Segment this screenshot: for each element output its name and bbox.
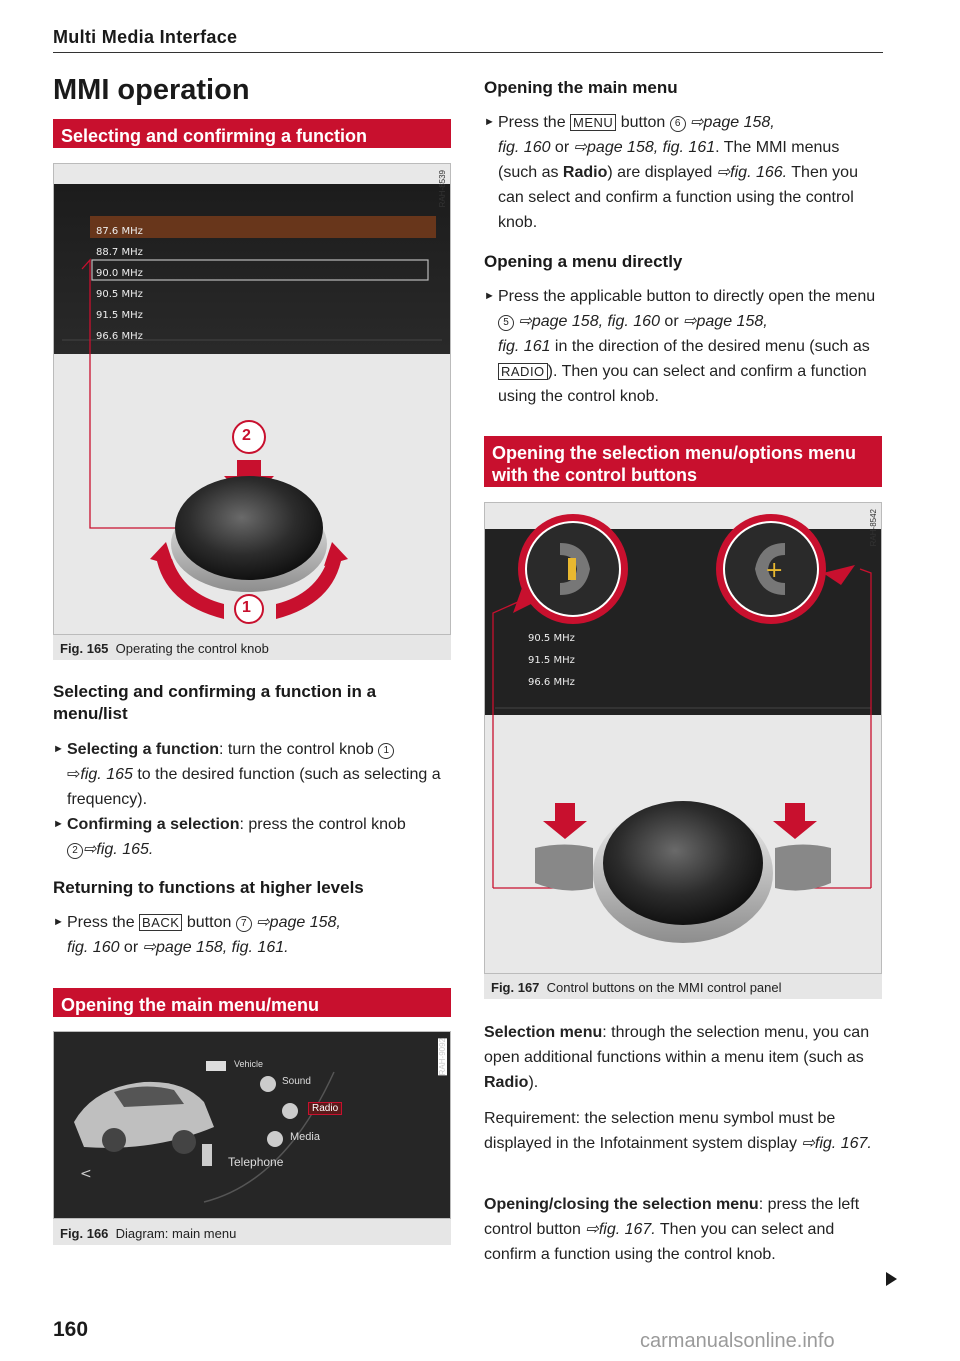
bullet-back: ► Press the BACK button 7 ⇨page 158, fig. 160 or ⇨page 158, fig. 161. xyxy=(53,910,451,960)
section-bar-main-menu: Opening the main menu/menu xyxy=(53,988,451,1017)
figure-code: RAH-8542 xyxy=(869,509,878,547)
figure-167 xyxy=(484,502,882,999)
svg-text:+: + xyxy=(765,558,784,583)
menu-item-vehicle: Vehicle xyxy=(234,1059,264,1069)
menu-item-radio: Radio xyxy=(308,1102,342,1115)
page-title: MMI operation xyxy=(53,74,250,106)
menu-item-media: Media xyxy=(290,1131,320,1143)
heading-direct: Opening a menu directly xyxy=(484,252,683,271)
heading-select-confirm: Selecting and confirming a function in a menu/list xyxy=(53,682,377,723)
figure-166-caption: Fig. 166 Diagram: main menu xyxy=(60,1226,237,1241)
frequency-list xyxy=(528,628,575,694)
freq-item: 90.5 MHz xyxy=(528,633,575,644)
back-button-label: BACK xyxy=(139,914,182,931)
frequency-list xyxy=(96,221,143,347)
bullet-select-function: ► Selecting a function: turn the control knob 1 ⇨fig. 165 to the desired function (such as selecting a frequency). xyxy=(53,737,451,812)
continue-arrow-icon xyxy=(886,1272,897,1286)
figure-165 xyxy=(53,163,451,660)
page-number: 160 xyxy=(53,1318,89,1341)
bullet-direct: ► Press the applicable button to directly open the menu 5 ⇨page 158, fig. 160 or ⇨page 158, fig. 161 in the direction of the desired menu (such as RADIO ). Then you can select and confirm a function using the control knob. xyxy=(484,284,882,409)
callout-2: 2 xyxy=(242,427,251,444)
freq-item: 91.5 MHz xyxy=(528,655,575,666)
paragraph-selection-menu: Selection menu: through the selection menu, you can open additional functions within a menu item (such as Radio). xyxy=(484,1024,870,1091)
freq-item: 91.5 MHz xyxy=(96,310,143,321)
bullet-confirm-selection: ► Confirming a selection: press the control knob 2 ⇨fig. 165. xyxy=(53,812,451,862)
freq-item: 87.6 MHz xyxy=(96,226,143,237)
heading-return: Returning to functions at higher levels xyxy=(53,878,364,897)
figure-166 xyxy=(53,1031,451,1245)
figure-165-image xyxy=(53,163,451,635)
section-bar-selecting: Selecting and confirming a function xyxy=(53,119,451,148)
menu-button-label: MENU xyxy=(570,114,616,131)
figure-167-caption: Fig. 167 Control buttons on the MMI control panel xyxy=(491,980,782,995)
freq-item: 96.6 MHz xyxy=(96,331,143,342)
instructions-direct xyxy=(484,284,882,409)
figure-166-image xyxy=(53,1031,451,1219)
menu-item-sound: Sound xyxy=(282,1076,311,1087)
radio-button-label: RADIO xyxy=(498,363,548,380)
menu-item-telephone: Telephone xyxy=(228,1155,284,1169)
figure-code: RAH-8539 xyxy=(438,170,447,208)
callout-1: 1 xyxy=(242,599,251,616)
heading-main-menu: Opening the main menu xyxy=(484,78,678,97)
freq-item: 90.5 MHz xyxy=(96,289,143,300)
instructions-return xyxy=(53,910,451,960)
bullet-menu: ► Press the MENU button 6 ⇨page 158, fig. 160 or ⇨page 158, fig. 161. The MMI menus (such as Radio) are displayed ⇨fig. 166. Then you can select and confirm a function using the control knob. xyxy=(484,110,882,235)
section-bar-selection-menu: Opening the selection menu/options menu with the control buttons xyxy=(484,436,882,487)
freq-item: 96.6 MHz xyxy=(528,677,575,688)
figure-code: RAH-9092 xyxy=(438,1038,447,1076)
control-buttons-illustration xyxy=(485,503,881,973)
section-header: Multi Media Interface xyxy=(53,27,238,47)
freq-item: 90.0 MHz xyxy=(96,268,143,279)
svg-text:<: < xyxy=(80,1166,92,1182)
paragraph-open-close: Opening/closing the selection menu: press the left control button ⇨fig. 167. Then you can select and confirm a function using the control knob. xyxy=(484,1196,860,1263)
paragraph-requirement: Requirement: the selection menu symbol must be displayed in the Infotainment system display ⇨fig. 167. xyxy=(484,1110,872,1152)
watermark: carmanualsonline.info xyxy=(640,1330,835,1352)
figure-167-image xyxy=(484,502,882,974)
freq-item: 88.7 MHz xyxy=(96,247,143,258)
instructions-select xyxy=(53,737,451,862)
instructions-main-menu xyxy=(484,110,882,235)
header-rule xyxy=(53,52,883,53)
figure-165-caption: Fig. 165 Operating the control knob xyxy=(60,641,269,656)
